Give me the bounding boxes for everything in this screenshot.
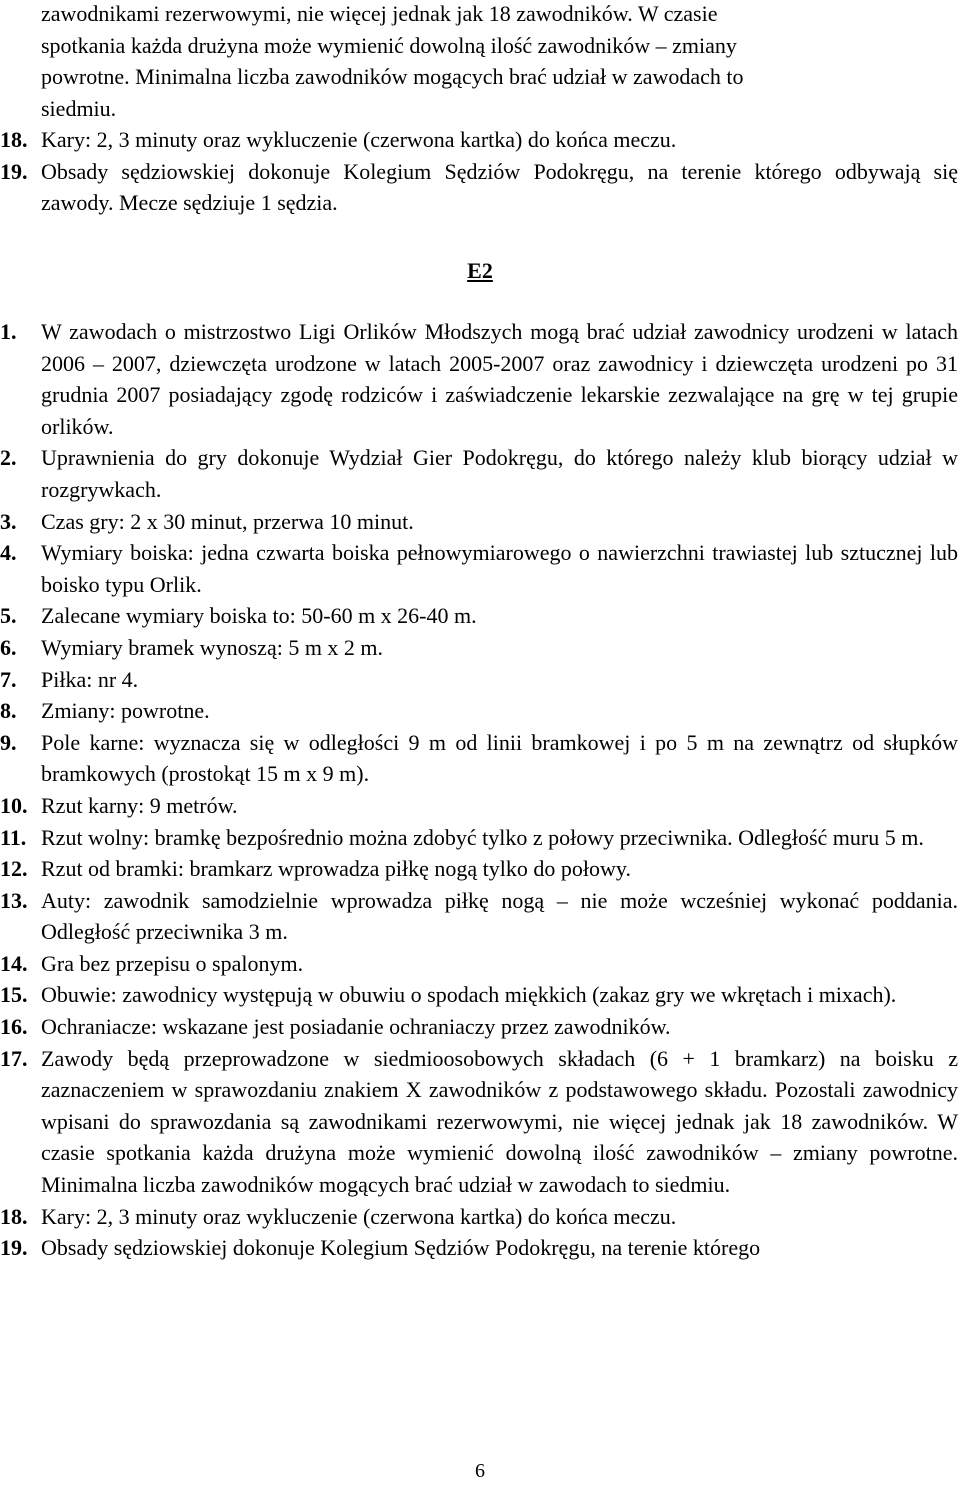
item-text: Kary: 2, 3 minuty oraz wykluczenie (czerwona kartka) do końca meczu. xyxy=(41,127,677,152)
item-text: Gra bez przepisu o spalonym. xyxy=(41,950,304,976)
list-item xyxy=(0,822,958,854)
list-item xyxy=(0,979,958,1011)
list-item xyxy=(0,600,958,632)
list-item xyxy=(0,124,958,156)
rules-list xyxy=(0,316,958,1264)
top-items xyxy=(0,124,958,219)
item-text: Kary: 2, 3 minuty oraz wykluczenie (czerwona kartka) do końca meczu. xyxy=(41,1203,677,1229)
item-number: 6. xyxy=(0,634,17,660)
item-number: 14. xyxy=(0,950,28,976)
list-item xyxy=(0,156,958,219)
item-number: 7. xyxy=(0,666,17,692)
item-text: Piłka: nr 4. xyxy=(41,666,139,692)
item-text: Zawody będą przeprowadzone w siedmioosobowych składach (6 + 1 bramkarz) na boisku z zaznaczeniem w sprawozdaniu znakiem X zawodników z podstawowego składu. Pozostali zawodnicy wpisani do sprawozdania są zawodnikami rezerwowymi, nie więcej jednak jak 18 zawodników. W czasie spotkania każda drużyna może wymienić dowolną ilość zawodników – zmiany powrotne. Minimalna liczba zawodników mogących brać udział w zawodach to siedmiu. xyxy=(41,1045,958,1198)
top-continuation xyxy=(0,0,958,124)
list-item xyxy=(0,885,958,948)
continuation-line-4: siedmiu. xyxy=(41,95,117,121)
item-number: 16. xyxy=(0,1014,28,1040)
item-text: Zmiany: powrotne. xyxy=(41,698,210,724)
item-number: 17. xyxy=(0,1045,28,1071)
continuation-line-1: zawodnikami rezerwowymi, nie więcej jednak jak 18 zawodników. W czasie xyxy=(41,1,718,26)
list-item xyxy=(0,316,958,442)
item-text: Uprawnienia do gry dokonuje Wydział Gier Podokręgu, do którego należy klub biorący udział w rozgrywkach. xyxy=(41,445,958,502)
item-text: Auty: zawodnik samodzielnie wprowadza piłkę nogą – nie może wcześniej wykonać poddania. Odległość przeciwnika 3 m. xyxy=(41,887,958,945)
item-number: 18. xyxy=(0,127,28,152)
list-item xyxy=(0,853,958,885)
item-number: 18. xyxy=(0,1203,28,1229)
list-item xyxy=(0,1011,958,1043)
item-text: W zawodach o mistrzostwo Ligi Orlików Młodszych mogą brać udział zawodnicy urodzeni w latach 2006 – 2007, dziewczęta urodzone w latach 2005-2007 oraz zawodnicy i dziewczęta urodzeni po 31 grudnia 2007 posiadający zgodę rodziców i zaświadczenie lekarskie zezwalające na grę w tej grupie orlików. xyxy=(41,319,958,439)
section-heading: E2 xyxy=(467,258,493,283)
list-item xyxy=(0,948,958,980)
item-text: Obsady sędziowskiej dokonuje Kolegium Sędziów Podokręgu, na terenie którego xyxy=(41,1235,761,1261)
item-text: Wymiary bramek wynoszą: 5 m x 2 m. xyxy=(41,634,384,660)
item-number: 19. xyxy=(0,158,28,184)
item-text: Rzut wolny: bramkę bezpośrednio można zdobyć tylko z połowy przeciwnika. Odległość muru 5 m. xyxy=(41,824,924,850)
item-text: Obsady sędziowskiej dokonuje Kolegium Sędziów Podokręgu, na terenie którego odbywają się zawody. Mecze sędziuje 1 sędzia. xyxy=(41,158,958,216)
item-number: 5. xyxy=(0,603,17,629)
item-number: 1. xyxy=(0,319,17,344)
item-text: Czas gry: 2 x 30 minut, przerwa 10 minut. xyxy=(41,508,414,534)
list-item xyxy=(0,727,958,790)
page-number: 6 xyxy=(475,1460,485,1482)
list-item xyxy=(0,695,958,727)
list-item xyxy=(0,506,958,538)
item-text: Ochraniacze: wskazane jest posiadanie ochraniaczy przez zawodników. xyxy=(41,1014,671,1040)
list-item xyxy=(0,1232,958,1264)
item-number: 9. xyxy=(0,729,17,755)
item-number: 8. xyxy=(0,698,17,724)
list-item xyxy=(0,442,958,505)
item-number: 19. xyxy=(0,1235,28,1261)
item-text: Pole karne: wyznacza się w odległości 9 m od linii bramkowej i po 5 m na zewnątrz od słupków bramkowych (prostokąt 15 m x 9 m). xyxy=(41,729,958,787)
list-item xyxy=(0,664,958,696)
item-number: 4. xyxy=(0,540,17,566)
item-number: 13. xyxy=(0,887,28,913)
item-text: Obuwie: zawodnicy występują w obuwiu o spodach miękkich (zakaz gry we wkrętach i mixach). xyxy=(41,982,897,1008)
item-number: 10. xyxy=(0,792,28,818)
list-item xyxy=(0,1043,958,1201)
continuation-line-2: spotkania każda drużyna może wymienić dowolną ilość zawodników – zmiany xyxy=(41,32,737,58)
list-item xyxy=(0,1201,958,1233)
continuation-line-3: powrotne. Minimalna liczba zawodników mogących brać udział w zawodach to xyxy=(41,64,744,90)
list-item xyxy=(0,537,958,600)
list-item xyxy=(0,632,958,664)
list-item xyxy=(0,790,958,822)
item-number: 2. xyxy=(0,445,17,471)
item-number: 12. xyxy=(0,856,28,882)
item-number: 15. xyxy=(0,982,28,1008)
item-number: 3. xyxy=(0,508,17,534)
item-text: Wymiary boiska: jedna czwarta boiska pełnowymiarowego o nawierzchni trawiastej lub sztucznej lub boisko typu Orlik. xyxy=(41,540,958,597)
item-text: Rzut karny: 9 metrów. xyxy=(41,792,238,818)
item-text: Rzut od bramki: bramkarz wprowadza piłkę nogą tylko do połowy. xyxy=(41,856,631,882)
item-number: 11. xyxy=(0,824,27,850)
item-text: Zalecane wymiary boiska to: 50-60 m x 26-40 m. xyxy=(41,603,477,629)
